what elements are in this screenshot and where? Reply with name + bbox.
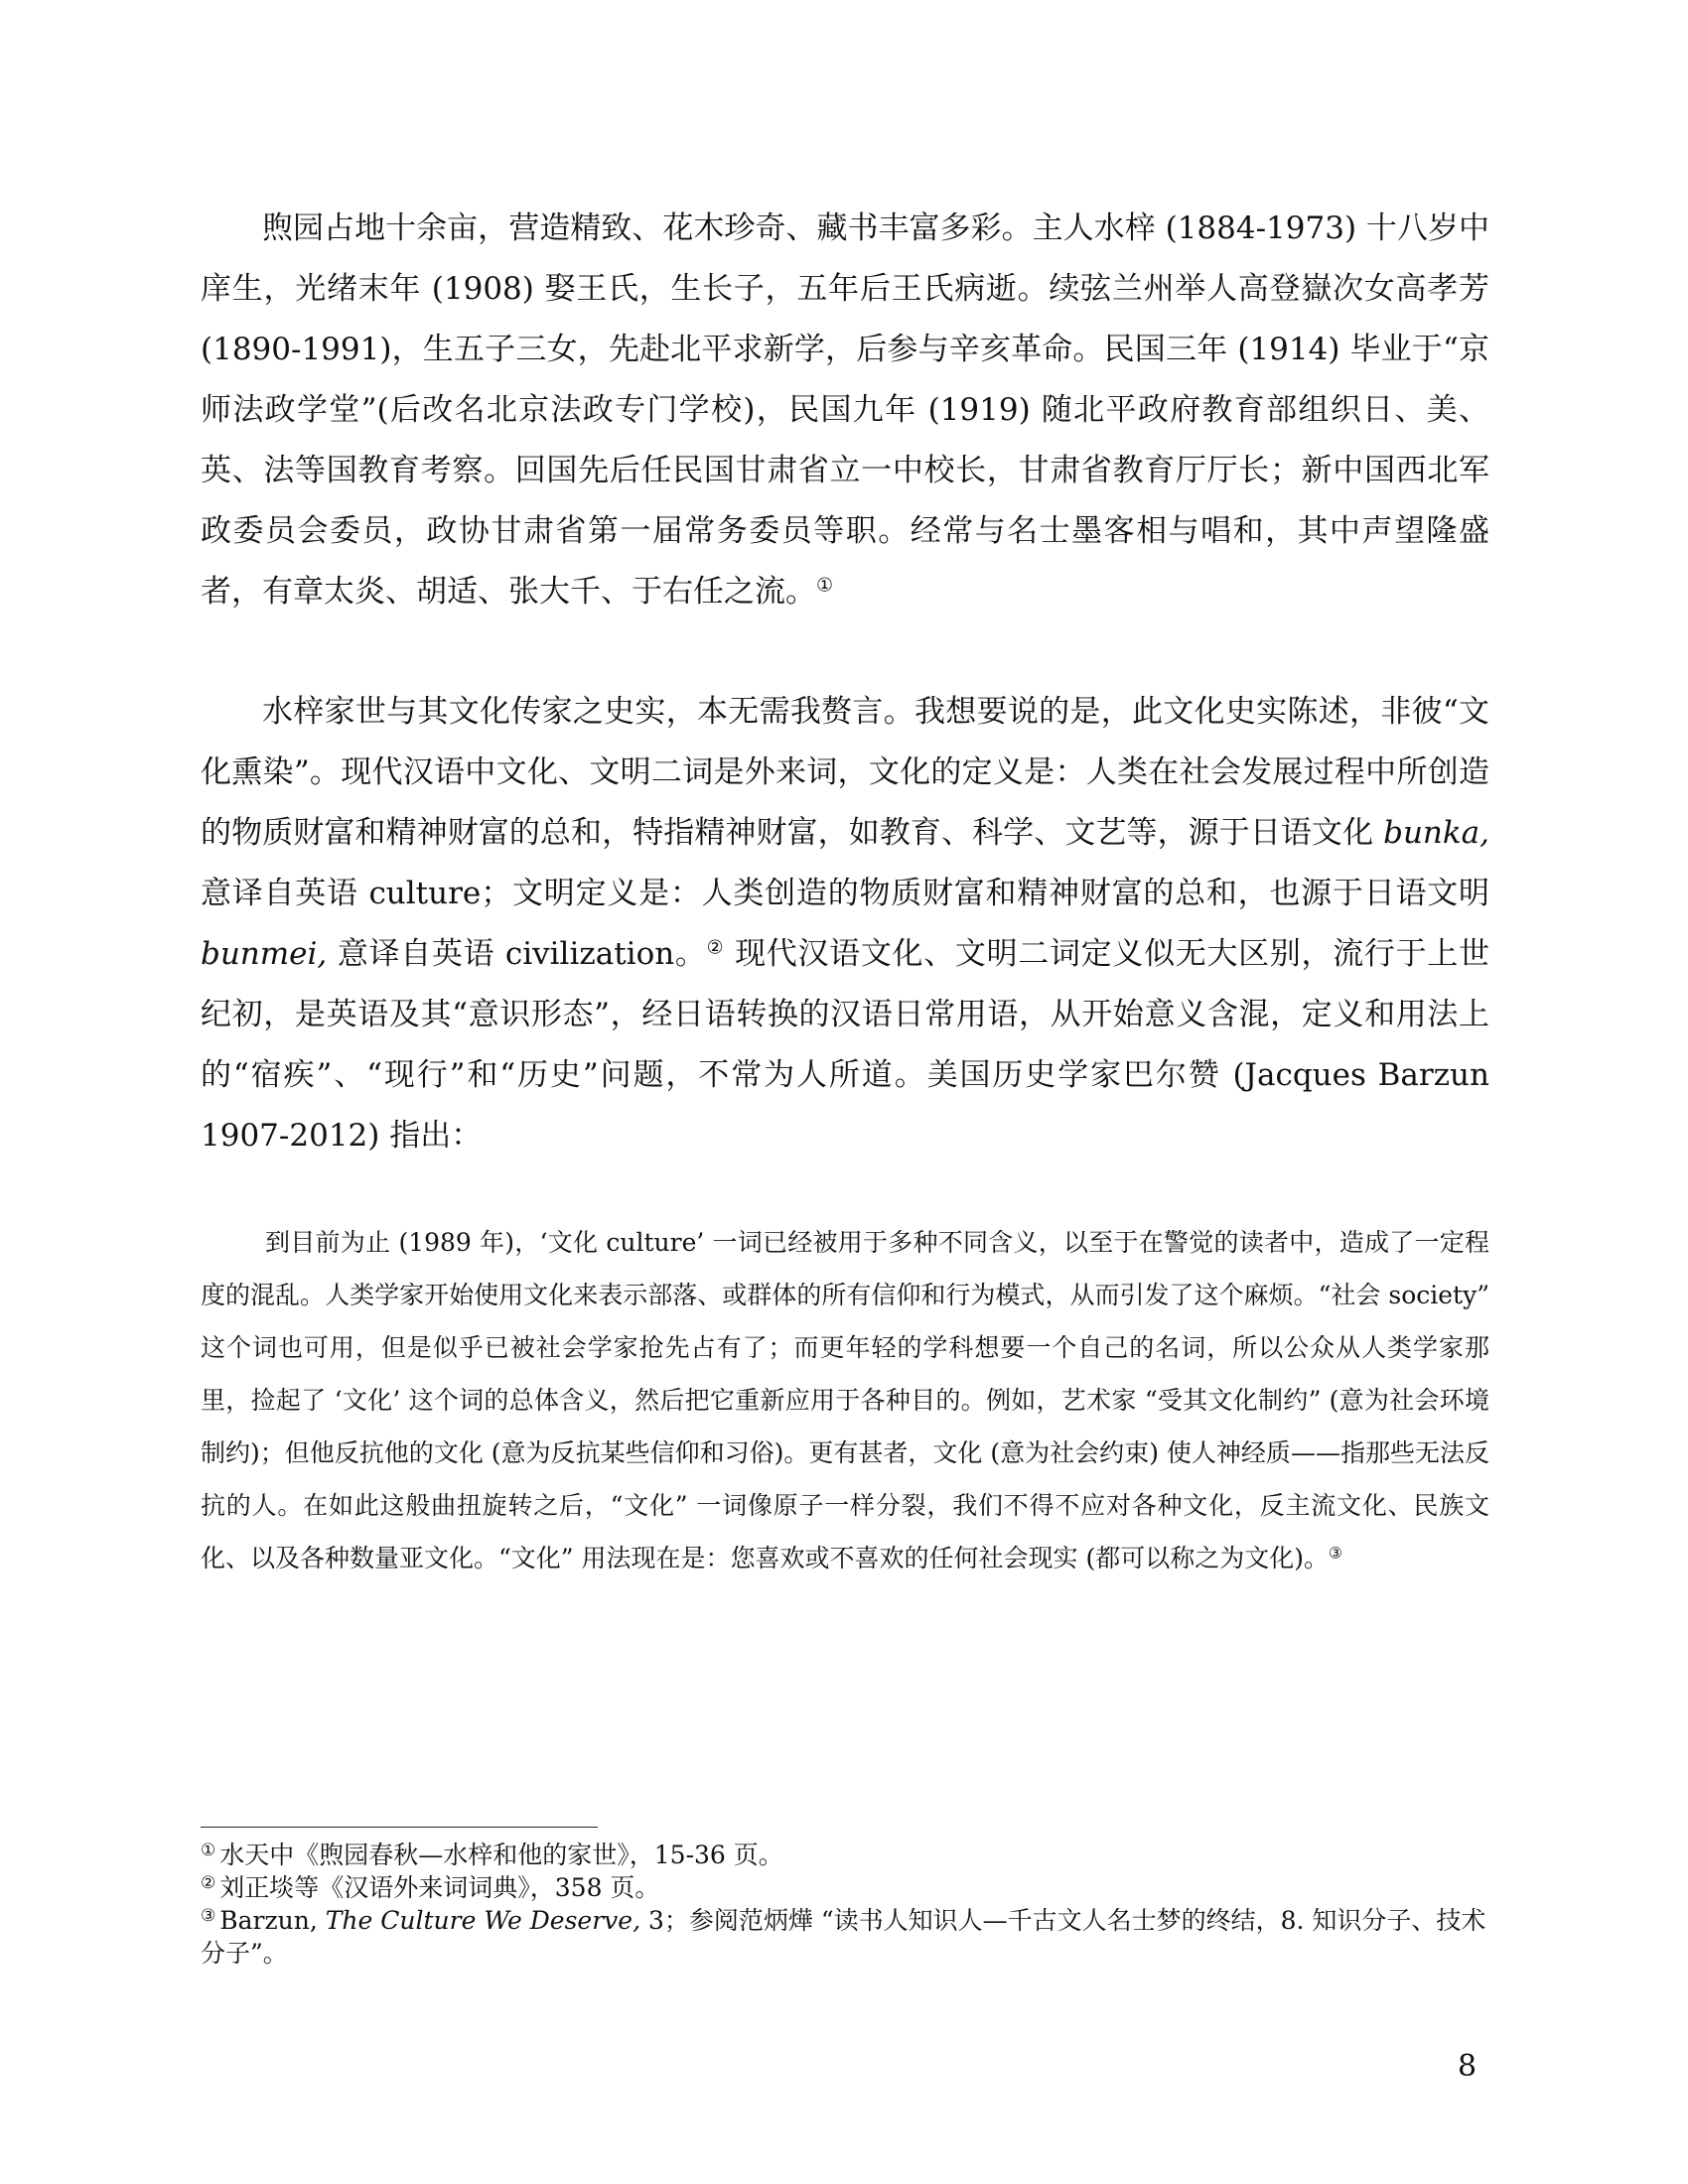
paragraph-1-text: 煦园占地十余亩，营造精致、花木珍奇、藏书丰富多彩。主人水梓 (1884-1973) 十八岁中庠生，光绪末年 (1908) 娶王氏，生长子，五年后王氏病逝。续弦兰州举人高登嶽次女高孝芳 (1890-1991)，生五子三女，先赴北平求新学，后参与辛亥革命。民国三年 (1914) 毕业于“京师法政学堂”(后改名北京法政专门学校)，民国九年 (1919) 随北平政府教育部组织日、美、英、法等国教育考察。回国先后任民国甘肃省立一中校长，甘肃省教育厅厅长；新中国西北军政委员会委员，政协甘肃省第一届常务委员等职。经常与名士墨客相与唱和，其中声望隆盛者，有章太炎、胡适、张大千、于右任之流。 bbox=[201, 210, 1489, 610]
body-paragraph-1 bbox=[201, 199, 1489, 622]
footnote-ref-3: ③ bbox=[1328, 1544, 1342, 1563]
paragraph-2-text-a: 水梓家世与其文化传家之史实，本无需我赘言。我想要说的是，此文化史实陈述，非彼“文化熏染”。现代汉语中文化、文明二词是外来词，文化的定义是：人类在社会发展过程中所创造的物质财富和精神财富的总和，特指精神财富，如教育、科学、文艺等，源于日语文化 bbox=[201, 694, 1489, 851]
footnote-3-mark: ③ bbox=[201, 1906, 216, 1927]
footnotes bbox=[201, 1839, 1489, 1970]
footnote-ref-1: ① bbox=[816, 573, 834, 597]
block-quote-text: 到目前为止 (1989 年)，‘文化 culture’ 一词已经被用于多种不同含义，以至于在警觉的读者中，造成了一定程度的混乱。人类学家开始使用文化来表示部落、或群体的所有信仰和行为模式，从而引发了这个麻烦。“社会 society” 这个词也可用，但是似乎已被社会学家抢先占有了；而更年轻的学科想要一个自己的名词，所以公众从人类学家那里，捡起了 ‘文化’ 这个词的总体含义，然后把它重新应用于各种目的。例如，艺术家 “受其文化制约” (意为社会环境制约)；但他反抗他的文化 (意为反抗某些信仰和习俗)。更有甚者，文化 (意为社会约束) 使人神经质——指那些无法反抗的人。在如此这般曲扭旋转之后，“文化” 一词像原子一样分裂，我们不得不应对各种文化，反主流文化、民族文化、以及各种数量亚文化。“文化” 用法现在是：您喜欢或不喜欢的任何社会现实 (都可以称之为文化)。 bbox=[201, 1228, 1489, 1572]
paragraph-2-text-b: 意译自英语 culture；文明定义是：人类创造的物质财富和精神财富的总和，也源于日语文明 bbox=[201, 876, 1489, 911]
footnote-separator bbox=[201, 1827, 598, 1828]
footnote-1-mark: ① bbox=[201, 1841, 216, 1861]
footnote-1 bbox=[201, 1839, 1489, 1871]
term-bunmei: bunmei, bbox=[201, 936, 328, 972]
footnote-1-text: 水天中《煦园春秋—水梓和他的家世》，15-36 页。 bbox=[219, 1841, 783, 1869]
footnote-3-author: Barzun, bbox=[219, 1906, 326, 1935]
term-bunka: bunka, bbox=[1383, 815, 1489, 851]
paragraph-2-text-d: 现代汉语文化、文明二词定义似无大区别，流行于上世纪初，是英语及其“意识形态”，经日语转换的汉语日常用语，从开始意义含混，定义和用法上的“宿疾”、“现行”和“历史”问题，不常为人所道。美国历史学家巴尔赞 (Jacques Barzun 1907-2012) 指出： bbox=[201, 936, 1489, 1154]
block-quote bbox=[201, 1216, 1489, 1584]
footnote-2-text: 刘正埮等《汉语外来词词典》，358 页。 bbox=[219, 1873, 660, 1902]
footnote-ref-2: ② bbox=[706, 935, 725, 959]
paragraph-2-text-c: 意译自英语 civilization。 bbox=[327, 936, 707, 972]
footnote-3-text: 3；参阅范炳燁 “读书人知识人—千古文人名士梦的终结，8. 知识分子、技术分子”。 bbox=[201, 1906, 1486, 1968]
footnote-3 bbox=[201, 1904, 1489, 1970]
footnote-2-mark: ② bbox=[201, 1873, 216, 1894]
footnote-2 bbox=[201, 1871, 1489, 1904]
footnote-3-title: The Culture We Deserve, bbox=[325, 1906, 641, 1935]
page-number: 8 bbox=[1458, 2049, 1477, 2084]
body-paragraph-2 bbox=[201, 682, 1489, 1166]
